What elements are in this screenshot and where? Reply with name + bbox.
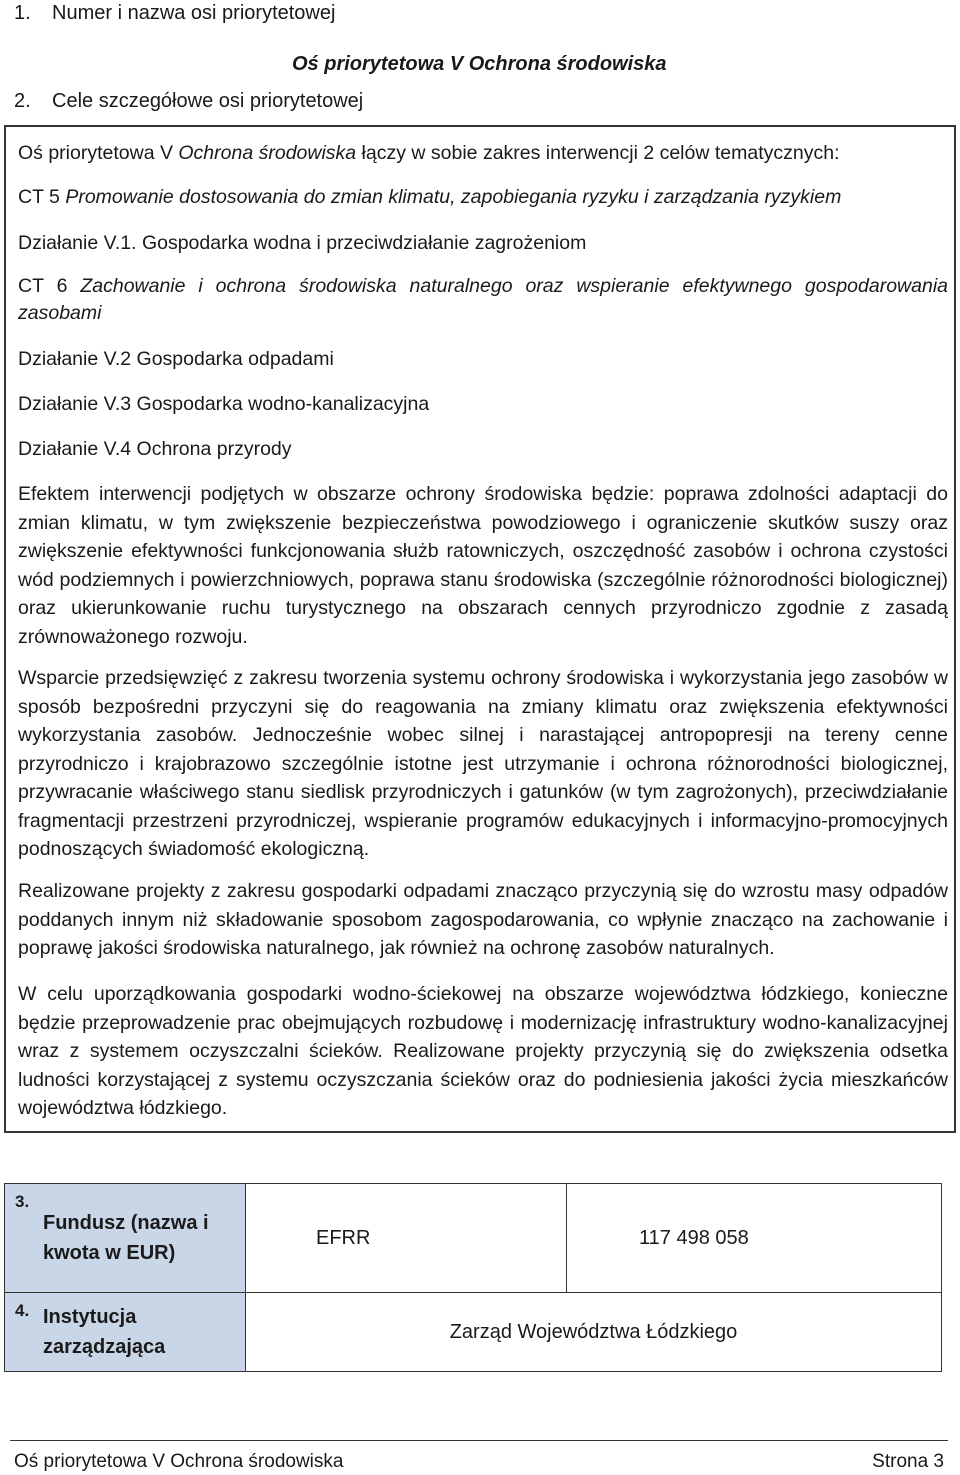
fund-row: [5, 1184, 942, 1293]
institution-label: Instytucja zarządzająca: [43, 1306, 166, 1358]
page-number: Strona 3: [872, 1451, 944, 1472]
footer-title: Oś priorytetowa V Ochrona środowiska: [14, 1451, 344, 1472]
ct6-prefix: CT 6: [18, 275, 81, 297]
action-v3: Działanie V.3 Gospodarka wodno-kanalizacyjna: [18, 393, 430, 415]
intro-suffix: łączy w sobie zakres interwencji 2 celów tematycznych:: [356, 142, 840, 164]
fund-amount: 117 498 058: [639, 1226, 749, 1249]
priority-axis-name: Oś priorytetowa V Ochrona środowiska: [292, 53, 667, 75]
ct6-line: [18, 273, 948, 327]
paragraph-support: Wsparcie przedsięwzięć z zakresu tworzenia systemu ochrony środowiska i wykorzystania jego zasobów w sposób bezpośredni przyczyni się do reagowania na zmiany klimatu oraz zwiększenia efektywności wykorzystania zasobów. Jednocześnie wobec silnej i narastającej antropopresji na tereny cenne przyrodniczo i krajobrazowo szczególnie istotne jest utrzymanie i ochrona różnorodności biologicznej, przywracanie właściwego stanu siedlisk przyrodniczych i gatunków (w tym zagrożonych), przeciwdziałanie fragmentacji przestrzeni przyrodniczej, wspieranie programów edukacyjnych i informacyjno-promocyjnych podnoszących świadomość ekologiczną.: [18, 667, 948, 860]
institution-row-number: 4.: [15, 1301, 30, 1320]
institution-row: [5, 1293, 942, 1372]
institution-name: Zarząd Województwa Łódzkiego: [449, 1320, 738, 1343]
fund-label: Fundusz (nazwa i kwota w EUR): [43, 1212, 209, 1264]
ct5-title: Promowanie dostosowania do zmian klimatu, zapobiegania ryzyku i zarządzania ryzykiem: [65, 186, 842, 208]
section-1-number: 1.: [14, 2, 31, 24]
paragraph-waste: Realizowane projekty z zakresu gospodarki odpadami znacząco przyczynią się do wzrostu masy odpadów poddanych innym niż składowanie sposobom zagospodarowania, co wpłynie znacząco na zachowanie i poprawę jakości środowiska naturalnego, jak również na ochronę zasobów naturalnych.: [18, 880, 948, 959]
fund-name: EFRR: [316, 1226, 371, 1249]
section-1-label: Numer i nazwa osi priorytetowej: [52, 2, 336, 24]
ct5-prefix: CT 5: [18, 186, 66, 208]
fund-table: [4, 1183, 942, 1372]
action-v1: Działanie V.1. Gospodarka wodna i przeciwdziałanie zagrożeniom: [18, 232, 587, 254]
footer-divider: [10, 1440, 948, 1441]
ct6-title: Zachowanie i ochrona środowiska naturalnego oraz wspieranie efektywnego gospodarowania zasobami: [18, 275, 948, 324]
fund-label-cell: [5, 1184, 246, 1293]
intro-line: [18, 139, 948, 168]
fund-row-number: 3.: [15, 1192, 30, 1211]
institution-cell: [246, 1293, 942, 1372]
fund-name-cell: [246, 1184, 567, 1293]
objectives-box: [4, 125, 956, 1133]
intro-prefix: Oś priorytetowa V: [18, 142, 179, 164]
section-2-label: Cele szczegółowe osi priorytetowej: [52, 90, 364, 112]
action-v4: Działanie V.4 Ochrona przyrody: [18, 438, 292, 460]
institution-label-cell: [5, 1293, 246, 1372]
section-2-number: 2.: [14, 90, 31, 112]
intro-axis-italic: Ochrona środowiska: [178, 142, 357, 164]
action-v2: Działanie V.2 Gospodarka odpadami: [18, 348, 334, 370]
fund-amount-cell: [567, 1184, 942, 1293]
ct5-line: [18, 183, 948, 212]
paragraph-water: W celu uporządkowania gospodarki wodno-ściekowej na obszarze województwa łódzkiego, konieczne będzie przeprowadzenie prac obejmujących rozbudowę i modernizację infrastruktury wodno-kanalizacyjnej wraz z systemem oczyszczalni ścieków. Realizowane projekty przyczynią się do zwiększenia odsetka ludności korzystającej z systemu oczyszczania ścieków oraz do podniesienia jakości życia mieszkańców województwa łódzkiego.: [18, 983, 948, 1119]
paragraph-effects: Efektem interwencji podjętych w obszarze ochrony środowiska będzie: poprawa zdolności adaptacji do zmian klimatu, w tym zwiększenie bezpieczeństwa powodziowego i ograniczenie skutków suszy oraz zwiększenie efektywności funkcjonowania służb ratowniczych, oszczędność zasobów i ochrona czystości wód podziemnych i powierzchniowych, poprawa stanu środowiska (szczególnie różnorodności biologicznej) oraz ukierunkowanie ruchu turystycznego na obszarach cennych przyrodniczo zgodnie z zasadą zrównoważonego rozwoju.: [18, 483, 948, 648]
